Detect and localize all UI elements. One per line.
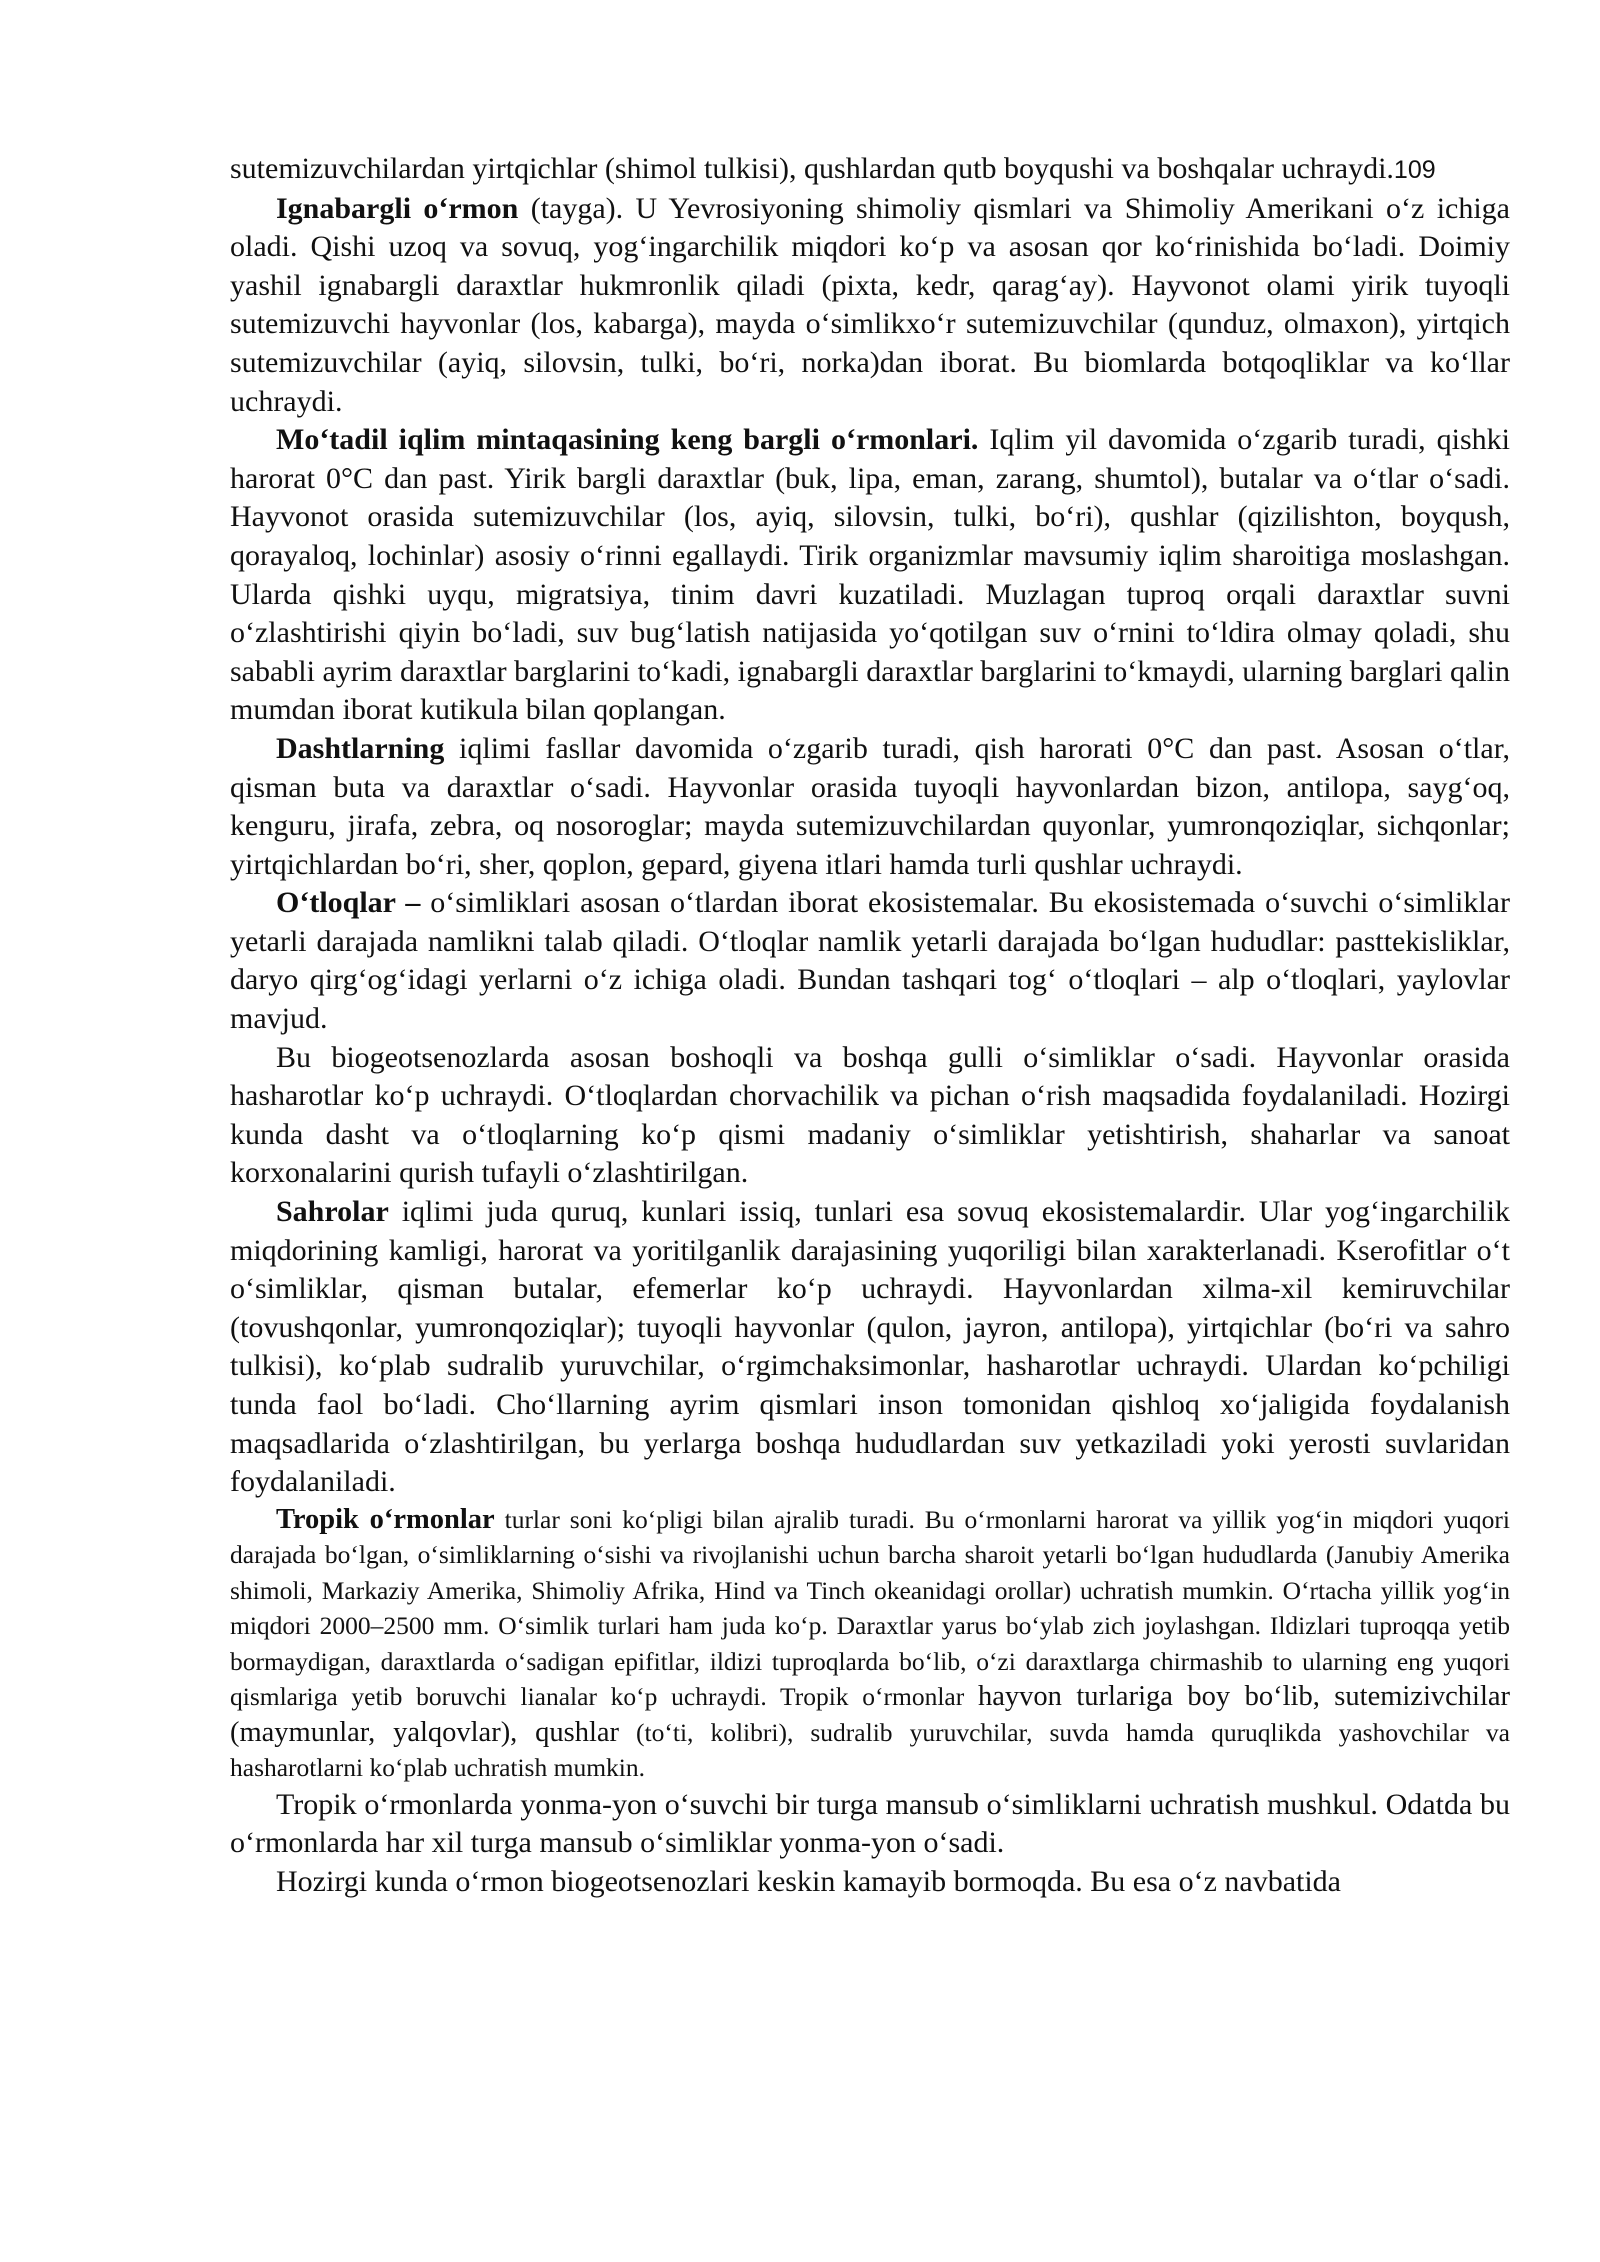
paragraph-text: turlar soni ko‘pligi bilan ajralib turadi. Bu o‘rmonlarni harorat va yillik yog‘in miqdori yuqori darajada bo‘lgan, o‘simliklarning o‘sishi va rivojlanishi uchun barcha sharoit yetarli bo‘lgan hududlarda (Janubiy Amerika shimoli, Markaziy Amerika, Shimoliy Afrika, Hind va Tinch okeanidagi orollar) uchratish mumkin. O‘rtacha yillik yog‘in miqdori 2000–2500 mm. O‘simlik turlari ham juda ko‘p. Daraxtlar yarus bo‘ylab zich joylashgan. Ildizlari tuproqqa yetib bormaydigan, daraxtlarda o‘sadigan epifitlar, ildizi tuproqlarda bo‘lib, o‘zi daraxtlarga chirmashib to ularning eng yuqori qismlariga yetib boruvchi lianalar ko‘p uchraydi. Tropik o‘rmonlar <box>230 1504 1511 1712</box>
paragraph-heading: Sahrolar <box>276 1195 389 1229</box>
paragraph-taiga <box>230 190 1510 422</box>
paragraph-forest-decline <box>230 1863 1510 1902</box>
footnote-marker: 109 <box>1393 156 1436 184</box>
paragraph-meadow-biogeocenoses <box>230 1039 1510 1193</box>
paragraph-text-large: hayvon turlariga boy bo‘lib, sutemizivchilar (maymunlar, yalqovlar), qushlar <box>230 1681 1510 1748</box>
paragraph-text: iqlimi fasllar davomida o‘zgarib turadi, qish harorati 0°C dan past. Asosan o‘tlar, qisman buta va daraxtlar o‘sadi. Hayvonlar orasida tuyoqli hayvonlardan bizon, antilopa, sayg‘oq, kenguru, jirafa, zebra, oq nosoroglar; mayda sutemizuvchilardan quyonlar, yumronqoziqlar, sichqonlar; yirtqichlardan bo‘ri, sher, qoplon, gepard, giyena itlari hamda turli qushlar uchraydi. <box>230 731 1510 881</box>
paragraph-heading: Dashtlarning <box>276 731 445 765</box>
paragraph-broadleaf-forest <box>230 421 1510 730</box>
paragraph-text: iqlimi juda quruq, kunlari issiq, tunlari esa sovuq ekosistemalardir. Ular yog‘ingarchilik miqdorining kamligi, harorat va yoritilganlik darajasining yuqoriligi bilan xarakterlanadi. Kserofitlar o‘t o‘simliklar, qisman butalar, efemerlar ko‘p uchraydi. Hayvonlardan xilma-xil kemiruvchilar (tovushqonlar, yumronqoziqlar); tuyoqli hayvonlar (qulon, jayron, antilopa), yirtqichlar (bo‘ri va sahro tulkisi), ko‘plab sudralib yuruvchilar, o‘rgimchaksimonlar, hasharotlar uchraydi. Ulardan ko‘pchiligi tunda faol bo‘ladi. Cho‘llarning ayrim qismlari inson tomonidan qishloq xo‘jaligida foydalanish maqsadlarida o‘zlashtirilgan, bu yerlarga boshqa hududlardan suv yetkaziladi yoki yerosti suvlaridan foydalaniladi. <box>230 1195 1510 1499</box>
paragraph-heading: O‘tloqlar – <box>276 886 421 920</box>
paragraph-text: Iqlim yil davomida o‘zgarib turadi, qishki harorat 0°C dan past. Yirik bargli daraxtlar (buk, lipa, eman, zarang, shumtol), butalar va o‘tlar o‘sadi. Hayvonot orasida sutemizuvchilar (los, ayiq, silovsin, tulki, bo‘ri), qushlar (qizilishton, boyqush, qorayaloq, lochinlar) asosiy o‘rinni egallaydi. Tirik organizmlar mavsumiy iqlim sharoitiga moslashgan. Ularda qishki uyqu, migratsiya, tinim davri kuzatiladi. Muzlagan tuproq orqali daraxtlar suvni o‘zlashtirishi qiyin bo‘ladi, suv bug‘latish natijasida yo‘qotilgan suv o‘rnini to‘ldira olmay qoladi, shu sababli ayrim daraxtlar barglarini to‘kadi, ignabargli daraxtlar barglarini to‘kmaydi, ularning barglari qalin mumdan iborat kutikula bilan qoplangan. <box>230 423 1510 727</box>
paragraph-tropical-forests <box>230 1502 1510 1786</box>
paragraph-heading: Ignabargli o‘rmon <box>276 191 519 225</box>
paragraph-text: sutemizuvchilardan yirtqichlar (shimol tulkisi), qushlardan qutb boyqushi va boshqalar uchraydi. <box>230 152 1394 185</box>
paragraph-steppes <box>230 730 1510 884</box>
paragraph-intro <box>230 150 1510 190</box>
document-page <box>230 150 1510 1902</box>
paragraph-meadows <box>230 884 1510 1038</box>
paragraph-text-end: (to‘ti, kolibri), sudralib yuruvchilar, suvda hamda quruqlikda yashovchilar va hasharotlarni ko‘plab uchratish mumkin. <box>230 1717 1510 1783</box>
paragraph-deserts <box>230 1193 1510 1502</box>
paragraph-tropical-species <box>230 1786 1510 1863</box>
paragraph-text: o‘simliklari asosan o‘tlardan iborat ekosistemalar. Bu ekosistemada o‘suvchi o‘simliklar yetarli darajada namlikni talab qiladi. O‘tloqlar namlik yetarli darajada bo‘lgan hududlar: pasttekisliklar, daryo qirg‘og‘idagi yerlarni o‘z ichiga oladi. Bundan tashqari tog‘ o‘tloqlari – alp o‘tloqlari, yaylovlar mavjud. <box>230 886 1510 1036</box>
paragraph-heading: Tropik o‘rmonlar <box>276 1503 495 1535</box>
paragraph-heading: Mo‘tadil iqlim mintaqasining keng bargli o‘rmonlari. <box>276 423 979 457</box>
paragraph-text: Hozirgi kunda o‘rmon biogeotsenozlari keskin kamayib bormoqda. Bu esa o‘z navbatida <box>276 1864 1341 1898</box>
paragraph-text: (tayga). U Yevrosiyoning shimoliy qismlari va Shimoliy Amerikani o‘z ichiga oladi. Qishi uzoq va sovuq, yog‘ingarchilik miqdori ko‘p va asosan qor ko‘rinishida bo‘ladi. Doimiy yashil ignabargli daraxtlar hukmronlik qiladi (pixta, kedr, qarag‘ay). Hayvonot olami yirik tuyoqli sutemizuvchi hayvonlar (los, kabarga), mayda o‘simlikxo‘r sutemizuvchilar (qunduz, olmaxon), yirtqich sutemizuvchilar (ayiq, silovsin, tulki, bo‘ri, norka)dan iborat. Bu biomlarda botqoqliklar va ko‘llar uchraydi. <box>230 191 1510 418</box>
paragraph-text: Bu biogeotsenozlarda asosan boshoqli va boshqa gulli o‘simliklar o‘sadi. Hayvonlar orasida hasharotlar ko‘p uchraydi. O‘tloqlardan chorvachilik va pichan o‘rish maqsadida foydalaniladi. Hozirgi kunda dasht va o‘tloqlarning ko‘p qismi madaniy o‘simliklar yetishtirish, shaharlar va sanoat korxonalarini qurish tufayli o‘zlashtirilgan. <box>230 1040 1510 1190</box>
paragraph-text: Tropik o‘rmonlarda yonma-yon o‘suvchi bir turga mansub o‘simliklarni uchratish mushkul. Odatda bu o‘rmonlarda har xil turga mansub o‘simliklar yonma-yon o‘sadi. <box>230 1787 1510 1860</box>
